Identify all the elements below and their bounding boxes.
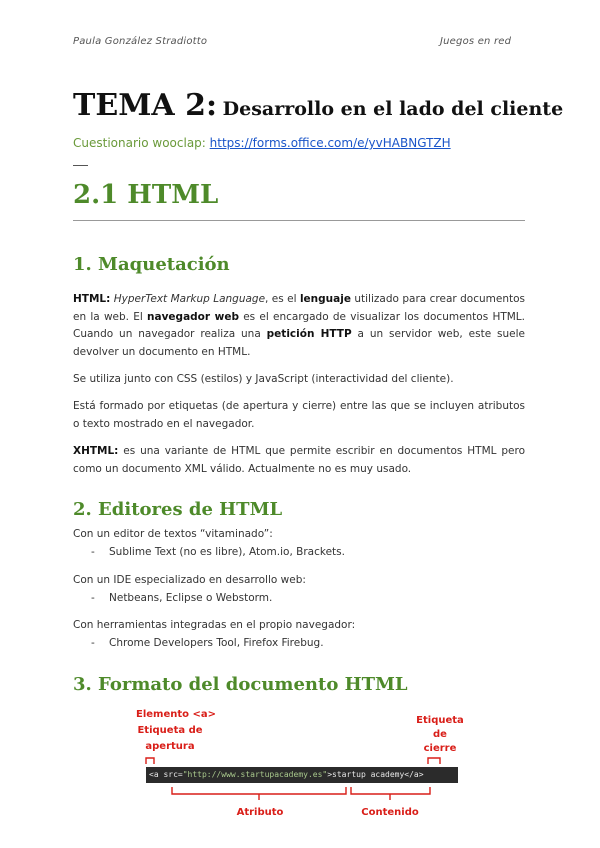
section-title: 2.1 HTML — [73, 180, 219, 210]
editor-group-intro: Con un IDE especializado en desarrollo web: — [73, 574, 306, 586]
label-apertura-1: Etiqueta de — [137, 725, 203, 736]
label-cierre-1: Etiqueta — [416, 715, 464, 726]
heading-maquetacion: 1. Maquetación — [73, 254, 230, 275]
heading-formato: 3. Formato del documento HTML — [73, 674, 408, 695]
editor-group-intro: Con herramientas integradas en el propio navegador: — [73, 619, 356, 631]
header-author: Paula González Stradiotto — [73, 36, 208, 47]
label-cierre-3: cierre — [423, 743, 457, 754]
code-content: startup academy — [332, 770, 405, 779]
term-html: HTML: — [73, 293, 111, 305]
term-peticion-http: petición HTTP — [266, 328, 352, 340]
title-main: TEMA 2: — [73, 88, 218, 123]
bracket-apertura — [146, 758, 154, 764]
term-hypertext: HyperText Markup Language — [113, 293, 266, 305]
label-elemento: Elemento <a> — [136, 709, 216, 720]
header-subject: Juegos en red — [440, 36, 512, 47]
label-apertura-2: apertura — [145, 741, 195, 752]
editor-group-intro: Con un editor de textos “vitaminado”: — [73, 528, 273, 540]
term-lenguaje: lenguaje — [299, 293, 351, 305]
term-xhtml: XHTML: — [73, 445, 119, 457]
label-atributo: Atributo — [236, 807, 284, 818]
term-navegador-web: navegador web — [147, 310, 239, 323]
title-sub: Desarrollo en el lado del cliente — [222, 98, 564, 120]
text-segment: utilizado para crear documentos en la web. El — [73, 293, 525, 323]
text-segment: a un servidor web, este suele devolver un documento en HTML. — [73, 328, 525, 358]
bullet-dash: - — [91, 546, 95, 558]
bullet-dash: - — [91, 592, 95, 604]
editor-list-text: Netbeans, Eclipse o Webstorm. — [109, 592, 273, 604]
code-tag-open: <a src= — [149, 770, 183, 779]
code-attr-value: "http://www.startupacademy.es" — [182, 770, 328, 779]
bullet-dash: - — [91, 637, 95, 649]
bracket-atributo — [172, 787, 346, 794]
code-end-tag: </a> — [404, 770, 424, 779]
bracket-contenido — [351, 787, 430, 794]
label-contenido: Contenido — [361, 807, 419, 818]
heading-editores: 2. Editores de HTML — [73, 499, 283, 520]
text-segment: es el encargado de visualizar los documentos HTML. Cuando un navegador realiza una — [73, 310, 525, 340]
bracket-cierre — [428, 758, 440, 764]
editor-list-text: Chrome Developers Tool, Firefox Firebug. — [109, 637, 324, 649]
code-tag-close: > — [327, 770, 333, 779]
text-segment: es una variante de HTML que permite escribir en documentos HTML pero como un documento XML válido. Actualmente no es muy usado. — [73, 445, 525, 475]
quiz-label: Cuestionario wooclap: — [73, 136, 206, 150]
paragraph-etiquetas: Está formado por etiquetas (de apertura y cierre) entre las que se incluyen atributos o texto mostrado en el navegador. — [73, 400, 525, 430]
quiz-link[interactable]: https://forms.office.com/e/yvHABNGTZH — [209, 136, 451, 150]
label-cierre-2: de — [433, 729, 447, 740]
paragraph-css-js: Se utiliza junto con CSS (estilos) y JavaScript (interactividad del cliente). — [73, 373, 454, 385]
editor-list-text: Sublime Text (no es libre), Atom.io, Brackets. — [109, 546, 345, 558]
text-segment: , es el — [265, 293, 300, 305]
